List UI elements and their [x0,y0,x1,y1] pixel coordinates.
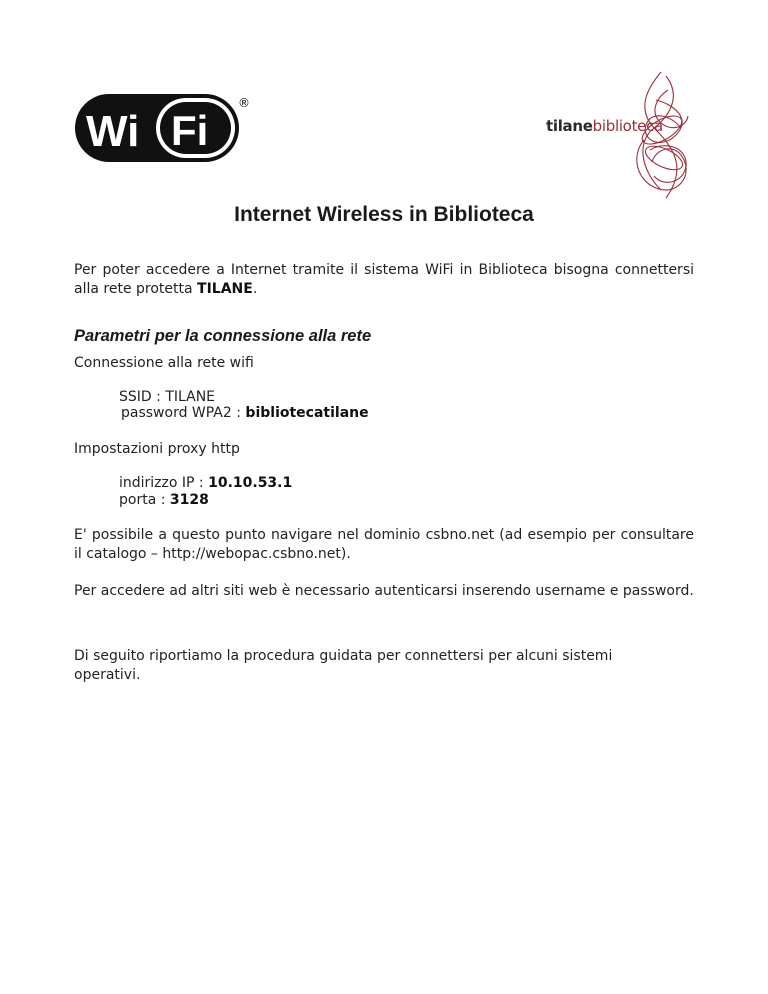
intro-paragraph [74,261,694,299]
network-name: TILANE [197,281,253,297]
tilane-wordmark-light: biblioteca [592,117,663,135]
wifi-logo-wi: Wi [86,107,140,156]
wifi-logo [74,92,256,168]
password-line [121,404,521,423]
followup-paragraph: Di seguito riportiamo la procedura guidata per connettersi per alcuni sistemi operativi. [74,648,613,683]
tilane-wordmark-bold: tilane [546,117,593,135]
port-line [119,491,519,510]
wifi-connection-label: Connessione alla rete wifi [74,355,254,371]
browse-paragraph: E' possibile a questo punto navigare nel dominio csbno.net (ad esempio per consultare il catalogo – http://webopac.csbno.net). [74,527,694,562]
proxy-label: Impostazioni proxy http [74,441,240,457]
tilane-biblioteca-logo [546,70,696,200]
wifi-logo-fi: Fi [171,107,209,154]
ip-label: indirizzo IP : [119,475,204,491]
auth-paragraph: Per accedere ad altri siti web è necessario autenticarsi inserendo username e password. [74,583,694,599]
swirl-icon [626,70,696,200]
port-value: 3128 [169,492,209,508]
page-title: Internet Wireless in Biblioteca [234,203,534,226]
ip-value: 10.10.53.1 [208,475,293,491]
intro-text: Per poter accedere a Internet tramite il sistema WiFi in Biblioteca bisogna connettersi alla rete protetta [74,262,694,297]
password-value: bibliotecatilane [245,405,369,421]
port-label: porta : [119,492,166,508]
section-heading: Parametri per la connessione alla rete [74,327,372,345]
registered-mark: ® [238,96,250,110]
intro-end: . [252,281,258,297]
ssid-label: SSID : [119,389,161,405]
ssid-value: TILANE [165,389,216,405]
password-label: password WPA2 : [121,405,241,421]
